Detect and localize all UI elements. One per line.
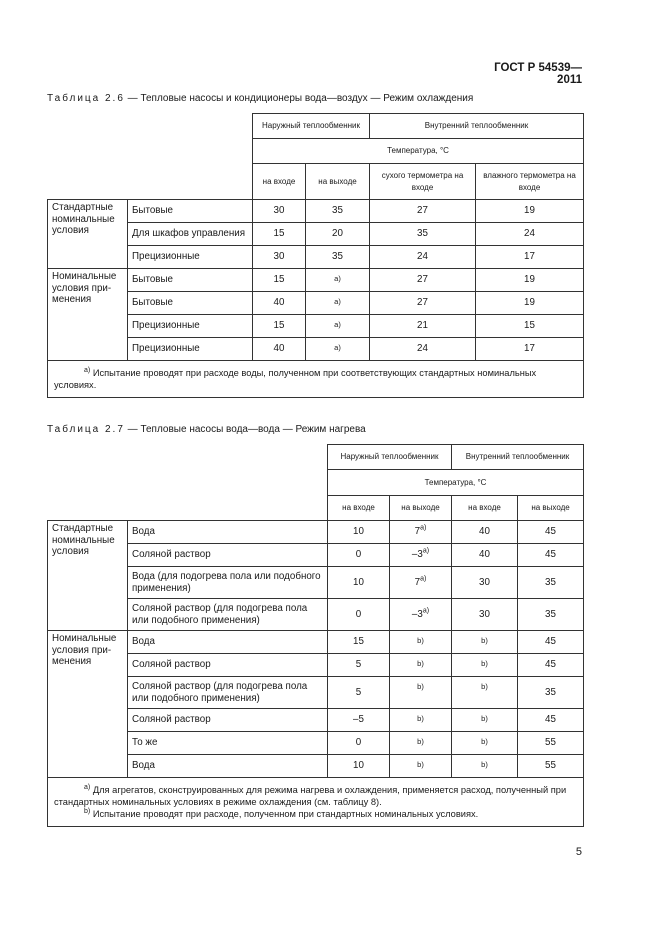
outer-inlet-value: 0	[328, 732, 390, 755]
footnote-ref: a)	[422, 547, 430, 555]
table-row	[48, 544, 584, 567]
inner-inlet-value: 40	[452, 544, 518, 567]
table-row	[48, 223, 584, 246]
outer-outlet-value: a)	[306, 269, 370, 292]
outer-inlet-value: 15	[253, 223, 306, 246]
footnote-ref: a)	[422, 607, 430, 615]
inner-inlet-value: b)	[452, 631, 518, 654]
dry-bulb-value: 24	[370, 246, 476, 269]
unit-type: Бытовые	[128, 269, 253, 292]
table-row	[48, 269, 584, 292]
footnote-ref: a)	[420, 575, 427, 583]
outer-outlet-value: b)	[390, 755, 452, 778]
medium-type: Соляной раствор	[128, 544, 328, 567]
outer-inlet-value: 40	[253, 292, 306, 315]
outer-inlet-value: 15	[328, 631, 390, 654]
outer-outlet-value: a)	[306, 292, 370, 315]
inner-outlet-value: 45	[518, 709, 584, 732]
outer-outlet-value: 35	[306, 246, 370, 269]
table-2-6	[47, 113, 584, 398]
outer-outlet-value: b)	[390, 654, 452, 677]
inner-outlet-value: 55	[518, 732, 584, 755]
outer-inlet-value: 15	[253, 315, 306, 338]
outer-outlet-value: b)	[390, 709, 452, 732]
dry-bulb-value: 35	[370, 223, 476, 246]
medium-type: Вода (для подогрева пола или подобного применения)	[128, 567, 328, 599]
medium-type: Вода	[128, 521, 328, 544]
wet-bulb-value: 19	[476, 200, 584, 223]
table-row	[48, 599, 584, 631]
outer-inlet-value: 0	[328, 544, 390, 567]
table-2-7-caption	[47, 424, 366, 435]
group-label-application: Номинальные условия применения	[48, 631, 128, 778]
inner-outlet-value: 35	[518, 677, 584, 709]
outer-outlet-value: 35	[306, 200, 370, 223]
outer-outlet-number: 7	[414, 526, 421, 537]
wet-bulb-value: 17	[476, 338, 584, 361]
unit-type: Бытовые	[128, 292, 253, 315]
unit-type: Прецизионные	[128, 246, 253, 269]
inner-outlet-value: 45	[518, 544, 584, 567]
table-2-7-number: Таблица 2.7	[47, 424, 125, 435]
footnote-a-text: Для агрегатов, сконструированных для режима нагрева и охлаждения, применяется расход, полученный при стандартных номинальных условиях в режиме охлаждения (см. таблицу 8).	[54, 785, 567, 807]
inner-inlet-value: 30	[452, 567, 518, 599]
table-2-6-number: Таблица 2.6	[47, 93, 125, 104]
outer-outlet-value: b)	[390, 631, 452, 654]
outer-outlet-number: –3	[411, 549, 423, 560]
outer-outlet-value: b)	[390, 677, 452, 709]
group-label-application: Номинальные условия применения	[48, 269, 128, 361]
footnote-a	[54, 784, 577, 808]
inner-inlet-value: b)	[452, 677, 518, 709]
outer-outlet-value	[390, 567, 452, 599]
dry-bulb-value: 27	[370, 292, 476, 315]
footnote-b	[54, 808, 577, 820]
table-2-6-footnote	[48, 361, 584, 398]
outer-inlet-value: 0	[328, 599, 390, 631]
outer-inlet-value: 30	[253, 246, 306, 269]
table-row	[48, 246, 584, 269]
outer-outlet-value	[390, 544, 452, 567]
outer-outlet-value	[390, 521, 452, 544]
unit-type: Прецизионные	[128, 338, 253, 361]
table-row	[48, 521, 584, 544]
footnote-a-mark: a)	[84, 366, 91, 374]
outer-outlet-number: –3	[411, 608, 423, 620]
footnote-a-text: Испытание проводят при расходе воды, полученном при соответствующих стандартных номинальных условиях.	[54, 368, 537, 390]
header-outer-exchanger: Наружный теплообменник	[253, 114, 370, 139]
table-2-6-title: — Тепловые насосы и кондиционеры вода—воздух — Режим охлаждения	[124, 93, 474, 104]
header-inner-inlet: на входе	[452, 496, 518, 521]
medium-type: Соляной раствор (для подогрева пола или подобного применения)	[128, 677, 328, 709]
table-row	[48, 567, 584, 599]
wet-bulb-value: 19	[476, 269, 584, 292]
inner-inlet-value: b)	[452, 732, 518, 755]
outer-outlet-value: a)	[306, 315, 370, 338]
header-outlet: на выходе	[306, 164, 370, 200]
outer-inlet-value: 30	[253, 200, 306, 223]
outer-outlet-value: a)	[306, 338, 370, 361]
table-2-7	[47, 444, 584, 827]
outer-inlet-value: 15	[253, 269, 306, 292]
table-2-6-caption	[47, 93, 473, 104]
footnote-ref: a)	[420, 524, 427, 532]
inner-outlet-value: 35	[518, 599, 584, 631]
header-inlet: на входе	[253, 164, 306, 200]
dry-bulb-value: 27	[370, 269, 476, 292]
header-outer-inlet: на входе	[328, 496, 390, 521]
outer-outlet-value: b)	[390, 732, 452, 755]
table-row	[48, 709, 584, 732]
table-2-7-title: — Тепловые насосы вода—вода — Режим нагрева	[124, 424, 366, 435]
outer-inlet-value: –5	[328, 709, 390, 732]
table-row	[48, 631, 584, 654]
outer-inlet-value: 5	[328, 677, 390, 709]
outer-outlet-number: 7	[414, 576, 421, 588]
outer-inlet-value: 5	[328, 654, 390, 677]
table-row	[48, 315, 584, 338]
unit-type: Прецизионные	[128, 315, 253, 338]
wet-bulb-value: 19	[476, 292, 584, 315]
medium-type: Соляной раствор	[128, 654, 328, 677]
inner-outlet-value: 45	[518, 631, 584, 654]
footnote-b-text: Испытание проводят при расходе, полученном при стандартных номинальных условиях.	[90, 809, 479, 819]
inner-outlet-value: 45	[518, 654, 584, 677]
table-row	[48, 338, 584, 361]
header-inner-exchanger: Внутренний теплообменник	[370, 114, 584, 139]
header-outer-outlet: на выходе	[390, 496, 452, 521]
inner-outlet-value: 45	[518, 521, 584, 544]
footnote-b-mark: b)	[84, 807, 91, 815]
group-label-standard: Стандартные номинальные условия	[48, 200, 128, 269]
medium-type: Соляной раствор (для подогрева пола или подобного применения)	[128, 599, 328, 631]
inner-outlet-value: 35	[518, 567, 584, 599]
header-temperature: Температура, °С	[328, 470, 584, 496]
outer-inlet-value: 10	[328, 521, 390, 544]
inner-inlet-value: b)	[452, 709, 518, 732]
document-code: ГОСТ Р 54539—2011	[494, 62, 582, 86]
outer-outlet-value: 20	[306, 223, 370, 246]
table-row	[48, 200, 584, 223]
header-inner-outlet: на выходе	[518, 496, 584, 521]
outer-inlet-value: 10	[328, 755, 390, 778]
table-2-7-footnotes	[48, 778, 584, 827]
inner-inlet-value: 40	[452, 521, 518, 544]
outer-inlet-value: 40	[253, 338, 306, 361]
wet-bulb-value: 17	[476, 246, 584, 269]
footnote-a-mark: a)	[84, 783, 91, 791]
table-row	[48, 677, 584, 709]
inner-inlet-value: b)	[452, 755, 518, 778]
table-row	[48, 755, 584, 778]
header-outer-exchanger: Наружный теплообменник	[328, 445, 452, 470]
page-number: 5	[575, 846, 582, 858]
unit-type: Бытовые	[128, 200, 253, 223]
wet-bulb-value: 24	[476, 223, 584, 246]
table-row	[48, 292, 584, 315]
outer-inlet-value: 10	[328, 567, 390, 599]
header-blank	[48, 114, 253, 200]
table-row	[48, 732, 584, 755]
wet-bulb-value: 15	[476, 315, 584, 338]
header-inner-exchanger: Внутренний теплообменник	[452, 445, 584, 470]
medium-type: То же	[128, 732, 328, 755]
inner-inlet-value: b)	[452, 654, 518, 677]
medium-type: Вода	[128, 631, 328, 654]
group-label-standard: Стандартные номинальные условия	[48, 521, 128, 631]
inner-outlet-value: 55	[518, 755, 584, 778]
unit-type: Для шкафов управления	[128, 223, 253, 246]
dry-bulb-value: 27	[370, 200, 476, 223]
dry-bulb-value: 21	[370, 315, 476, 338]
medium-type: Соляной раствор	[128, 709, 328, 732]
dry-bulb-value: 24	[370, 338, 476, 361]
table-row	[48, 654, 584, 677]
header-temperature: Температура, °С	[253, 139, 584, 164]
medium-type: Вода	[128, 755, 328, 778]
header-dry-bulb: сухого термометра на входе	[370, 164, 476, 200]
header-wet-bulb: влажного термометра на входе	[476, 164, 584, 200]
inner-inlet-value: 30	[452, 599, 518, 631]
header-blank	[48, 445, 328, 521]
outer-outlet-value	[390, 599, 452, 631]
